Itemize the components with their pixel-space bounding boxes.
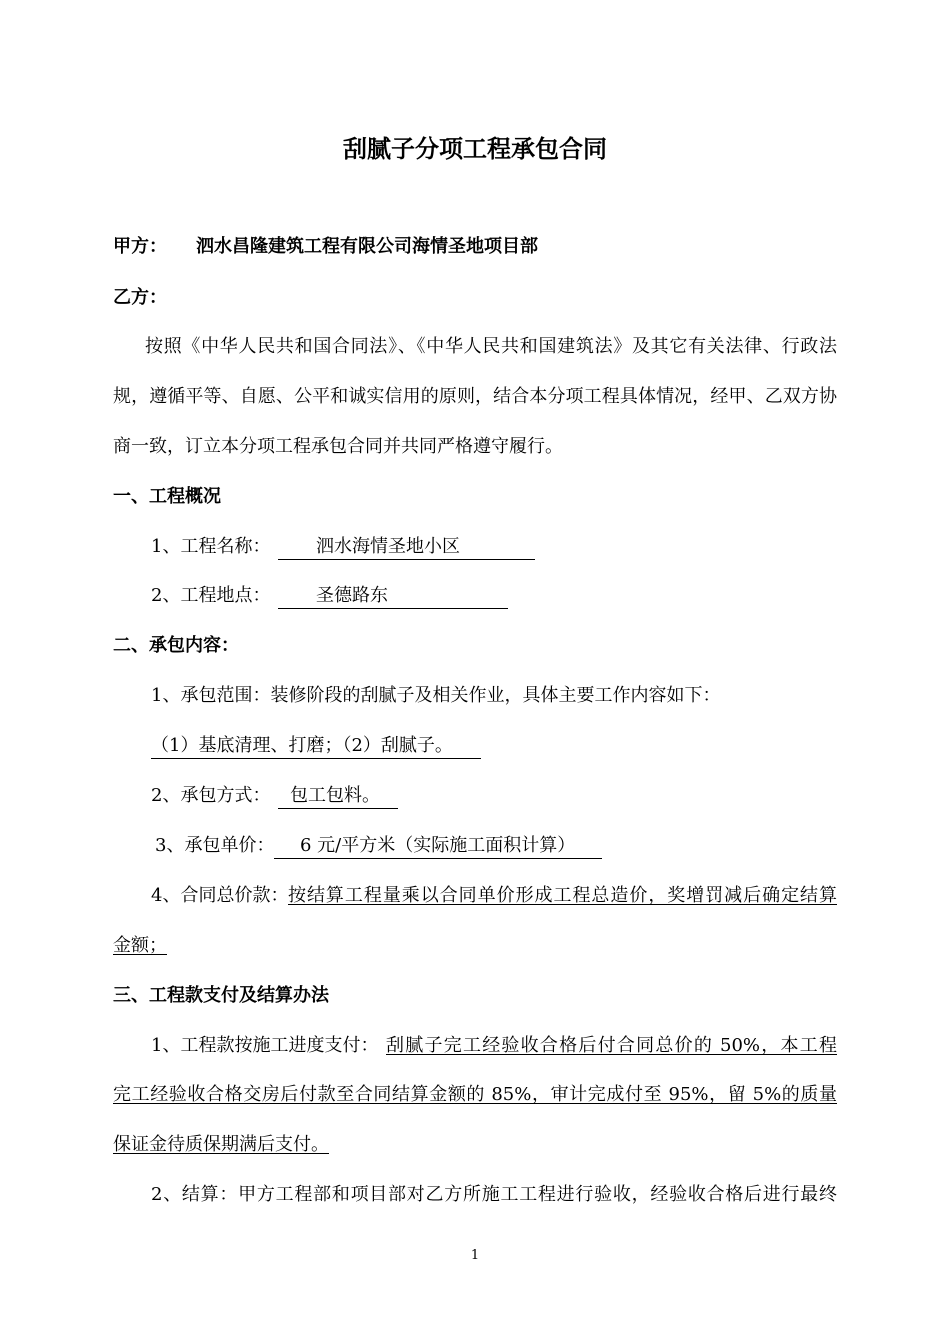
total-price-label: 4、合同总价款： (151, 885, 289, 906)
intro-line-3: 商一致，订立本分项工程承包合同并共同严格遵守履行。 (113, 436, 563, 457)
section-1-heading: 一、工程概况 (113, 486, 221, 507)
total-price-value-line-2: 金额； (113, 935, 167, 956)
document-title: 刮腻子分项工程承包合同 (343, 135, 607, 163)
section-3-heading: 三、工程款支付及结算办法 (113, 985, 329, 1006)
scope-items: （1）基底清理、打磨；（2）刮腻子。 (151, 734, 481, 759)
project-name-label: 1、工程名称： (151, 536, 271, 557)
section-2-heading: 二、承包内容： (113, 635, 239, 656)
payment-line-2: 完工经验收合格交房后付款至合同结算金额的 85%，审计完成付至 95%，留 5%的质量 (113, 1084, 837, 1105)
project-site-label: 2、工程地点： (151, 585, 271, 606)
unit-price-value: 6 元/平方米（实际施工面积计算） (274, 834, 602, 859)
party-a-value: 泗水昌隆建筑工程有限公司海情圣地项目部 (196, 236, 538, 257)
unit-price-label: 3、承包单价： (155, 835, 275, 856)
payment-line-3: 保证金待质保期满后支付。 (113, 1134, 329, 1155)
party-a-label: 甲方： (113, 236, 167, 257)
contract-mode-value: 包工包料。 (278, 784, 398, 809)
party-b-label: 乙方： (113, 287, 167, 308)
settlement-line-1: 2、结算：甲方工程部和项目部对乙方所施工工程进行验收，经验收合格后进行最终 (151, 1184, 837, 1205)
payment-label: 1、工程款按施工进度支付： (151, 1035, 379, 1056)
project-site-value: 圣德路东 (278, 584, 508, 609)
contract-mode-label: 2、承包方式： (151, 785, 271, 806)
payment-line-1: 刮腻子完工经验收合格后付合同总价的 50%，本工程 (386, 1035, 837, 1056)
intro-line-1: 按照《中华人民共和国合同法》、《中华人民共和国建筑法》及其它有关法律、行政法 (145, 336, 837, 357)
project-name-value: 泗水海情圣地小区 (278, 535, 535, 560)
total-price-value-line-1: 按结算工程量乘以合同单价形成工程总造价，奖增罚减后确定结算 (288, 885, 837, 906)
page-number: 1 (470, 1248, 480, 1263)
intro-line-2: 规，遵循平等、自愿、公平和诚实信用的原则，结合本分项工程具体情况，经甲、乙双方协 (113, 386, 837, 407)
scope-line: 1、承包范围：装修阶段的刮腻子及相关作业，具体主要工作内容如下： (151, 685, 721, 706)
